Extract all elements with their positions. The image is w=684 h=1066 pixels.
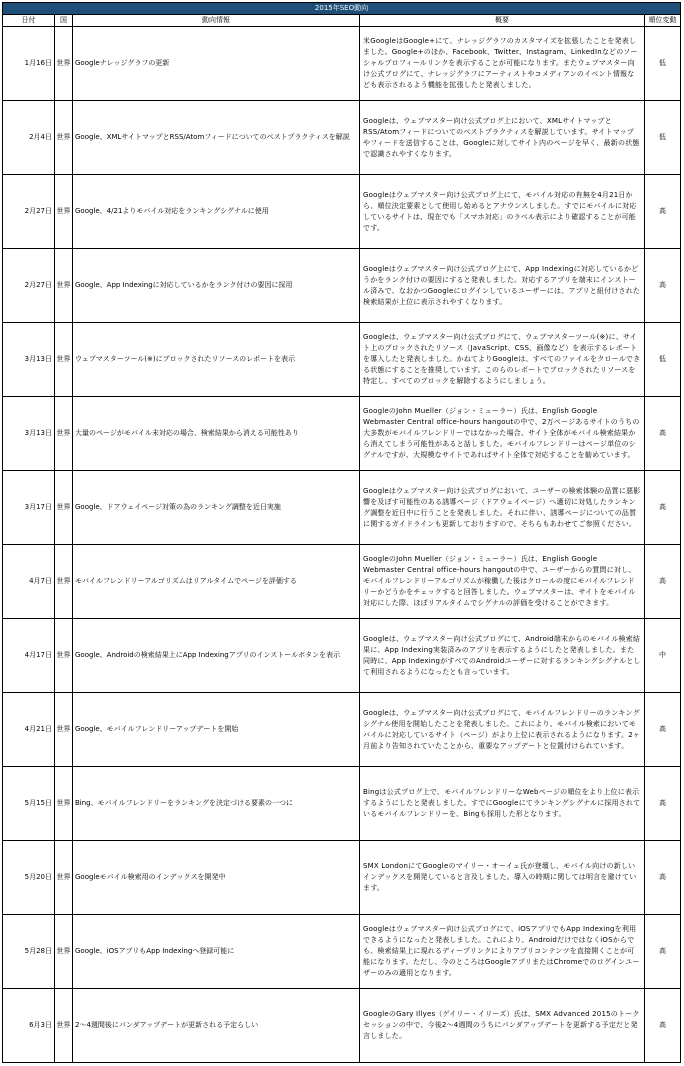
cell-info: Googleナレッジグラフの更新 [73,27,360,101]
cell-date: 2月27日 [3,175,55,249]
cell-date: 2月27日 [3,249,55,323]
cell-date: 5月20日 [3,841,55,915]
table-row [3,619,681,693]
cell-area: 世界 [55,397,73,471]
cell-area: 世界 [55,471,73,545]
cell-summary: Bingは公式ブログ上で、モバイルフレンドリーなWebページの順位をより上位に表示するようにしたと発表しました。すでにGoogleにてランキングシグナルに採用されているモバイルフレンドリーを、Bingも採用した形となります。 [360,767,645,841]
cell-date: 6月3日 [3,989,55,1063]
cell-rank: 中 [645,619,681,693]
table-row [3,249,681,323]
cell-date: 3月13日 [3,397,55,471]
table-title: 2015年SEO動向 [3,3,681,15]
cell-rank: 高 [645,915,681,989]
cell-rank: 高 [645,767,681,841]
cell-info: 大量のページがモバイル未対応の場合、検索結果から消える可能性あり [73,397,360,471]
cell-info: Google、4/21よりモバイル対応をランキングシグナルに使用 [73,175,360,249]
cell-date: 3月13日 [3,323,55,397]
cell-rank: 高 [645,693,681,767]
cell-info: Google、ドアウェイページ対策の為のランキング調整を近日実施 [73,471,360,545]
cell-summary: 米GoogleはGoogle+にて、ナレッジグラフのカスタマイズを拡張したことを発表しました。Google+のほか、Facebook、Twitter、Instagram、LinkedInなどのソーシャルプロフィールリンクを表示することが可能になります。またウェブマスター向け公式ブログにて、ナレッジグラフにアーティストやコメディアンのイベント情報なども表示されるよう機能を拡張したと発表しました。 [360,27,645,101]
table-row [3,767,681,841]
cell-info: Google、XMLサイトマップとRSS/Atomフィードについてのベストプラクティスを解説 [73,101,360,175]
cell-info: Google、モバイルフレンドリーアップデートを開始 [73,693,360,767]
cell-info: ウェブマスターツール(※)にブロックされたリソースのレポートを表示 [73,323,360,397]
cell-rank: 高 [645,471,681,545]
cell-summary: GoogleのGary Illyes（ゲイリー・イリーズ）氏は、SMX Advanced 2015のトークセッションの中で、今後2～4週間のうちにパンダアップデートを更新する予定だと発言しました。 [360,989,645,1063]
cell-rank: 高 [645,545,681,619]
cell-summary: GoogleのJohn Mueller（ジョン・ミューラー）氏は、English Google Webmaster Central office-hours hangoutの中で、ユーザーからの質問に対し、モバイルフレンドリーアルゴリズムが稼働した後はクロールの度にモバイルフレンドリーかどうかをチェックすると回答しました。ウェブマスターは、サイトをモバイル対応にした際、ほぼリアルタイムでシグナルの評価を受けることができます。 [360,545,645,619]
cell-area: 世界 [55,249,73,323]
seo-trend-sheet [2,2,680,1063]
table-row [3,841,681,915]
cell-summary: Googleは、ウェブマスター向け公式ブログにて、ウェブマスターツール(※)に、サイト上のブロックされたリソース（JavaScript、CSS、画像など）を表示するレポートを導入したと発表しました。かねてよりGoogleは、すべてのファイルをクロールできる状態にすることを推奨しています。このらのレポートでブロックされたリソースを特定し、すべてのブロックを解除するようにしましょう。 [360,323,645,397]
cell-info: Google、iOSアプリもApp Indexingへ登録可能に [73,915,360,989]
cell-area: 世界 [55,545,73,619]
cell-summary: SMX LondonにてGoogleのマイリー・オーイェ氏が登壇し、モバイル向けの新しいインデックスを開発していると言及しました。導入の時期に関しては明言を避けています。 [360,841,645,915]
cell-info: 2～4週間後にパンダアップデートが更新される予定らしい [73,989,360,1063]
cell-area: 世界 [55,841,73,915]
table-row [3,27,681,101]
cell-info: Google、Androidの検索結果上にApp Indexingアプリのインストールボタンを表示 [73,619,360,693]
cell-summary: Googleはウェブマスター向け公式ブログにて、iOSアプリでもApp Indexingを利用できるようになったと発表しました。これにより、AndroidだけではなくiOSからでも、検索結果上に現れるディープリンクによりアプリコンテンツを直接開くことが可能になります。ただし、今のところはGoogleアプリまたはChromeでのログインユーザーのみの適用となります。 [360,915,645,989]
header-info: 動向情報 [73,15,360,27]
cell-summary: Googleはウェブマスター向け公式ブログにおいて、ユーザーの検索体験の品質に悪影響を及ぼす可能性のある誘導ページ（ドアウェイページ）へ適切に対処したランキング調整を近日中に行うことを発表しました。それに伴い、誘導ページについての品質に関するガイドラインも更新しておりますので、そちらもあわせてご参照ください。 [360,471,645,545]
table-row [3,915,681,989]
header-area: 国 [55,15,73,27]
table-row [3,693,681,767]
table-row [3,989,681,1063]
cell-rank: 低 [645,27,681,101]
cell-area: 世界 [55,767,73,841]
cell-info: モバイルフレンドリーアルゴリズムはリアルタイムでページを評価する [73,545,360,619]
cell-summary: Googleはウェブマスター向け公式ブログ上にて、モバイル対応の有無を4月21日から、順位決定要素として使用し始めるとアナウンスしました。すでにモバイルに対応しているサイトは、現在でも「スマホ対応」のラベル表示により確認することが可能です。 [360,175,645,249]
cell-area: 世界 [55,101,73,175]
cell-summary: Googleはウェブマスター向け公式ブログ上にて、App Indexingに対応しているかどうかをランク付けの要因にすると発表しました。対応するアプリを端末にインストール済みで、なおかつGoogleにログインしているユーザーには、アプリと紐付けされた検索結果が上位に表示されやすくなります。 [360,249,645,323]
table-row [3,101,681,175]
cell-rank: 高 [645,989,681,1063]
table-row [3,545,681,619]
table-row [3,323,681,397]
cell-summary: Googleは、ウェブマスター向け公式ブログにて、モバイルフレンドリーのランキングシグナル使用を開始したことを発表しました。これにより、モバイル検索においてモバイルに対応しているサイト（ページ）がより上位に表示されるようになります。2ヶ月前より告知されていたことから、重要なアップデートと位置付けられています。 [360,693,645,767]
seo-trend-table [2,2,681,1063]
cell-date: 1月16日 [3,27,55,101]
header-rank: 順位変動 [645,15,681,27]
cell-date: 2月4日 [3,101,55,175]
table-row [3,471,681,545]
header-summary: 概要 [360,15,645,27]
cell-summary: Googleは、ウェブマスター向け公式ブログにて、Android端末からのモバイル検索結果に、App Indexing実装済みのアプリを表示するようにしたと発表しました。また同時に、App IndexingがすべてのAndroidユーザーに対するランキングシグナルとして利用されるようになったとも言っています。 [360,619,645,693]
cell-area: 世界 [55,989,73,1063]
cell-area: 世界 [55,27,73,101]
cell-rank: 高 [645,175,681,249]
cell-info: Googleモバイル検索用のインデックスを開発中 [73,841,360,915]
cell-info: Google、App Indexingに対応しているかをランク付けの要因に採用 [73,249,360,323]
table-row [3,175,681,249]
cell-date: 3月17日 [3,471,55,545]
cell-date: 4月21日 [3,693,55,767]
cell-date: 5月28日 [3,915,55,989]
cell-summary: GoogleのJohn Mueller（ジョン・ミューラー）氏は、English Google Webmaster Central office-hours hangoutの中で、2万ページあるサイトのうちの大多数がモバイルフレンドリーではなかった場合、サイト全体がモバイル検索結果から消えてしまう可能性があると話しました。モバイルフレンドリーはページ単位のシグナルですが、大規模なサイトであればサイト全体で対応することを勧めています。 [360,397,645,471]
cell-date: 4月7日 [3,545,55,619]
cell-area: 世界 [55,175,73,249]
cell-summary: Googleは、ウェブマスター向け公式ブログ上において、XMLサイトマップとRSS/Atomフィードについてのベストプラクティスを解説しています。サイトマップやフィードを送信することは、Googleに対してサイト内のページを早く、最新の状態で認識されやすくなります。 [360,101,645,175]
cell-area: 世界 [55,323,73,397]
cell-rank: 低 [645,101,681,175]
header-date: 日付 [3,15,55,27]
cell-date: 5月15日 [3,767,55,841]
cell-rank: 高 [645,249,681,323]
cell-area: 世界 [55,693,73,767]
cell-area: 世界 [55,915,73,989]
cell-area: 世界 [55,619,73,693]
cell-rank: 高 [645,841,681,915]
table-row [3,397,681,471]
cell-info: Bing、モバイルフレンドリーをランキングを決定づける要素の一つに [73,767,360,841]
cell-rank: 低 [645,323,681,397]
cell-rank: 高 [645,397,681,471]
cell-date: 4月17日 [3,619,55,693]
